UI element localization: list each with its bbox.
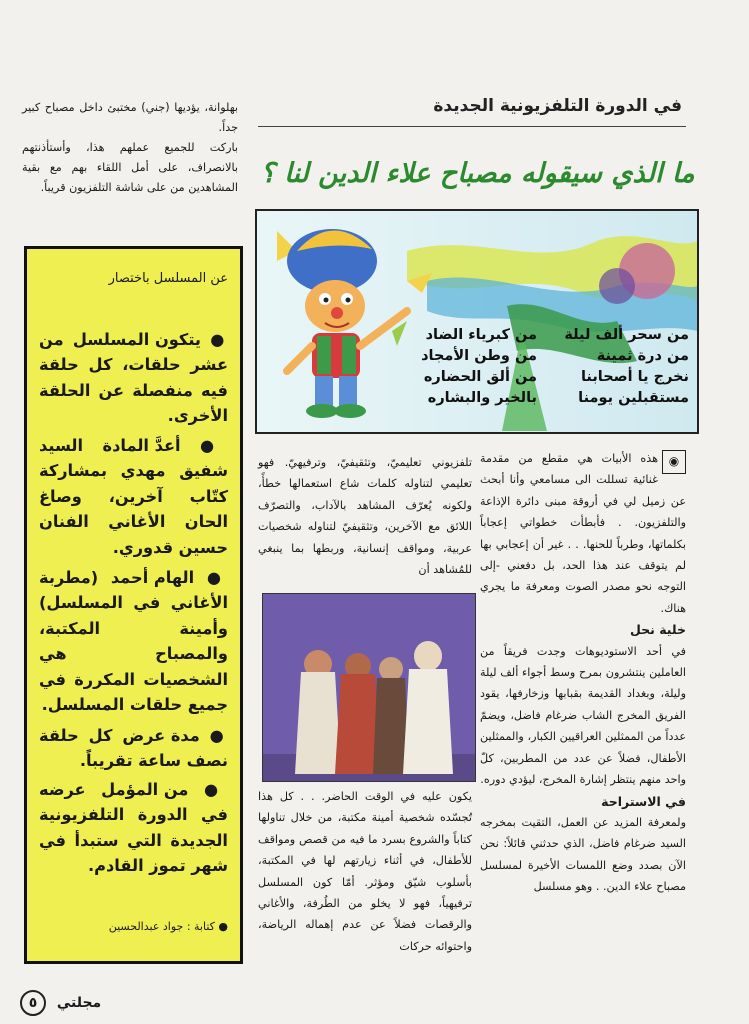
poem-left-column	[421, 325, 537, 409]
article-column-middle-bottom: يكون عليه في الوقت الحاضر. . . كل هذا تُجسّده شخصية أمينة مكتبة، من خلال تناولها كتاباً والشروع بسرد ما فيه من قصص ومواقف للأطفال، في أثناء زيارتهم لها في المكتبة، بأسلوب شيّق ومؤثر. أمّا كون المسلسل ترفيهياً، فهو لا يخلو من الطُرفة، والأغاني والرقصات فضلاً عن عدم إهماله الرياضة، واحتوائه حركات	[258, 790, 472, 953]
sidebar-item: ● من المؤمل عرضه في الدورة التلفزيونية الجديدة التي ستبدأ في شهر تموز القادم.	[39, 780, 229, 876]
kicker-title: في الدورة التلفزيونية الجديدة	[433, 96, 682, 116]
poem-line: من ألق الحضاره	[423, 369, 537, 385]
subheading-2: في الاستراحة	[601, 793, 686, 809]
article-intro: هذه الأبيات هي مقطع من مقدمة غنائية تسللت الى مسامعي وأنا أبحث عن زميل لي في أروقة مبنى دائرة الإذاعة والتلفزيون. . فأبطأت خطواتي إعجاباً بكلماتها، وطرباً للحنها. . . غير أن إعجابي بها لم يتوقف عند هذا الحد، بل دفعني -إلى التوجه نحو مصدر الصوت ومعرفة ما يجري هناك.	[480, 452, 686, 615]
page-footer	[20, 990, 101, 1016]
sidebar-item: ● مدة عرض كل حلقة نصف ساعة تقريباً.	[39, 726, 229, 771]
article-paragraph-2: في أحد الاستوديوهات وجدت فريقاً من العاملين ينتشرون بمرح وسط أجواء ألف ليلة وليلة، وبغداد القديمة بقبابها وزخارفها، يقود الفريق المخرج الشاب ضرغام فاضل، ويضمّ عدداً من الممثلين العراقيين الكبار، والممثلين الأطفال، فضلاً عن عدد من المطربين، كلّ واحد منهم ينتظر إشارة المخرج، ليؤدي دوره.	[480, 644, 686, 787]
byline: ● كتابة : جواد عبدالحسين	[108, 920, 228, 933]
poem-line: من سحر ألف ليلة	[564, 327, 689, 343]
top-left-continuation: بهلوانة، يؤديها (جني) مختبئ داخل مصباح كبير جداً. باركت للجميع عملهم هذا، وأستأذنتهم بالانصراف، على أمل اللقاء بهم مع بقية المشاهدين من على شاشة التلفزيون قريباً.	[22, 101, 238, 194]
poem-right-column	[564, 325, 689, 409]
camera-icon: ◉	[662, 450, 686, 474]
page-number: ٥	[20, 990, 46, 1016]
sidebar-item: ● الهام أحمد (مطربة الأغاني في المسلسل) وأمينة المكتبة، والمصباح هي الشخصيات المكررة في جميع حلقات المسلسل.	[39, 568, 228, 715]
sidebar-item: ● أعدَّ المادة السيد شفيق مهدي بمشاركة كتّاب آخرين، وصاغ الحان الأغاني الفنان حسين قدوري.	[39, 436, 228, 557]
poem-line: من كبرياء الضاد	[425, 327, 537, 343]
sidebar-summary-box	[24, 246, 243, 964]
poem-line: نخرج يا أصحابنا	[580, 369, 689, 385]
article-paragraph-3: ولمعرفة المزيد عن العمل، التقيت بمخرجه السيد ضرغام فاضل، الذي حدثني قائلاً: نحن الآن بصدد وضع اللمسات الأخيرة لمسلسل مصباح علاء الدين. . وهو مسلسل	[480, 815, 686, 894]
subheading-1: خلية نحل	[629, 622, 686, 638]
article-column-middle-top: تلفزيوني تعليميّ، وتثقيفيّ، وترفيهيّ. فهو تعليمي لتناوله كلمات شاع استعمالها خطأً، ولكونه يُعرّف المشاهد بالآداب، والتصرّف اللائق مع الآخرين، وتثقيفيّ لتناوله شخصيات عربية، ومواقف إنسانية، وربطها بما ينبغي للمُشاهد أن	[258, 456, 472, 577]
actors-photo-illustration	[263, 594, 475, 781]
article-column-right	[480, 448, 686, 898]
production-photo	[262, 593, 476, 782]
sidebar-item: ● يتكون المسلسل من عشر حلقات، كل حلقة فيه منفصلة عن الحلقة الأخرى.	[39, 330, 228, 426]
header-rule	[258, 126, 686, 127]
banner-illustration	[255, 209, 699, 434]
poem-line: بالخير والبشاره	[427, 390, 537, 406]
headline: ما الذي سيقوله مصباح علاء الدين لنا ؟	[260, 158, 695, 189]
poem-line: من درة ثمينة	[596, 348, 689, 364]
sidebar-title: عن المسلسل باختصار	[108, 271, 228, 286]
poem-line: مستقبلين يومنا	[578, 390, 689, 406]
magazine-name: مجلتي	[56, 995, 102, 1011]
poem-line: من وطن الأمجاد	[421, 348, 537, 364]
